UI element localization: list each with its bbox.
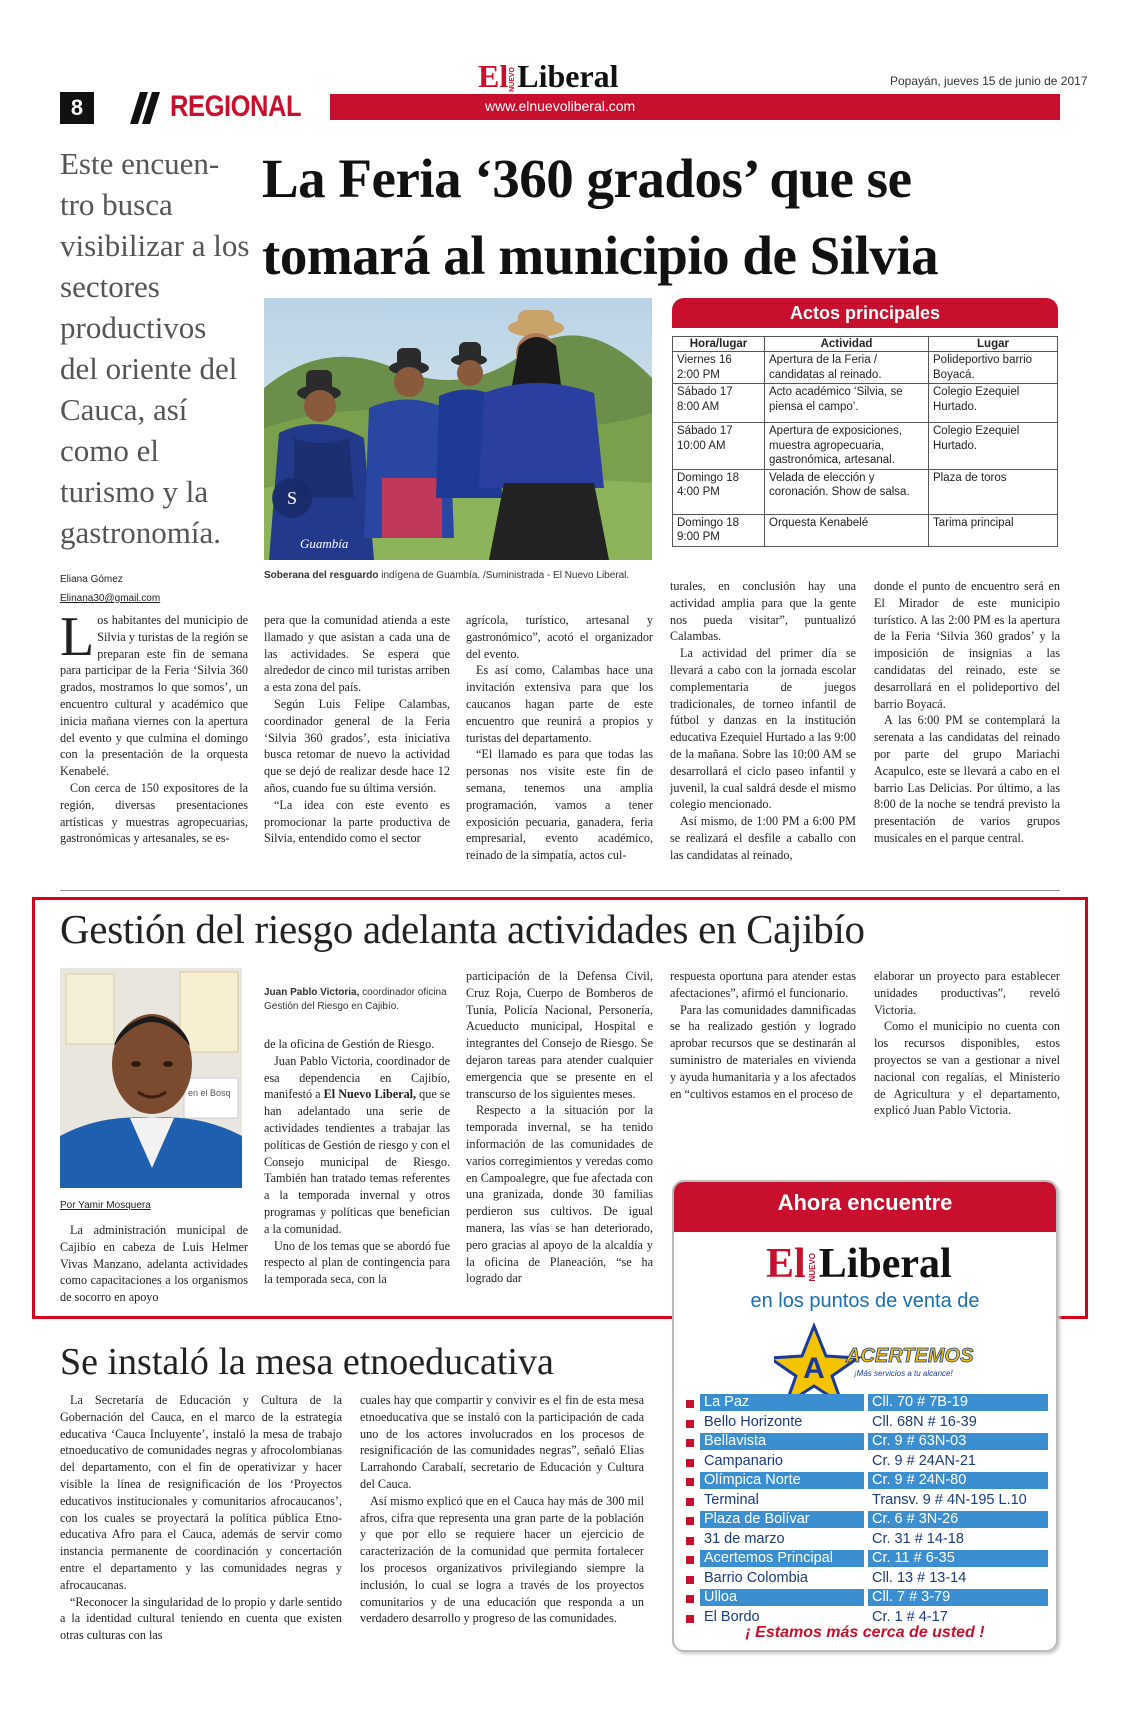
section-title: REGIONAL [170, 90, 302, 123]
bullet-icon [686, 1615, 694, 1623]
table-cell: Orquesta Kenabelé [765, 514, 929, 546]
cajibio-headline: Gestión del riesgo adelanta actividades en Cajibío [60, 906, 865, 952]
lead-column-4 [670, 578, 856, 864]
location-row [684, 1531, 1046, 1551]
lead-email[interactable]: Elinana30@gmail.com [60, 593, 161, 604]
paragraph: Según Luis Felipe Calambas, coordinador general de la Feria ‘Silvia 360 grados’, esta iniciativa busca retomar de nuevo la actividad que se dejó de realizar desde hace 12 años, cuando fue su última versión. [264, 696, 450, 795]
location-address: Cr. 6 # 3N-26 [868, 1511, 1048, 1528]
lead-photo [264, 298, 652, 560]
guambia-women-image [264, 298, 652, 560]
paragraph [264, 1053, 450, 1238]
bullet-icon [686, 1556, 694, 1564]
location-place: Terminal [704, 1491, 759, 1508]
table-cell: Plaza de toros [929, 469, 1058, 514]
svg-text:¡Más servicios a tu alcance!: ¡Más servicios a tu alcance! [854, 1369, 953, 1378]
table-cell: Colegio Ezequiel Hurtado. [929, 423, 1058, 470]
table-cell: Tarima principal [929, 514, 1058, 546]
location-place: Bellavista [700, 1433, 864, 1450]
table-cell: Apertura de la Feria / candidatas al reinado. [765, 352, 929, 384]
logo-el: El [766, 1241, 806, 1287]
bullet-icon [686, 1498, 694, 1506]
paragraph: cuales hay que compartir y convivir es el fin de esta mesa etnoeducativa que se instaló con la participación de cada uno de los actores involucrados en los procesos de resignificación de las comunidades negras”, señaló Elias Larrahondo Carabalí, secretario de Educación y Cultura del Cauca. [360, 1393, 644, 1491]
location-address: Cr. 9 # 24N-80 [868, 1472, 1048, 1489]
actos-title: Actos principales [672, 298, 1058, 328]
bullet-icon [686, 1537, 694, 1545]
juan-pablo-victoria-image [60, 968, 242, 1188]
col-header: Actividad [765, 337, 929, 352]
bullet-icon [686, 1439, 694, 1447]
location-place: La Paz [700, 1394, 864, 1411]
svg-text:ACERTEMOS: ACERTEMOS [846, 1345, 974, 1367]
table-header-row [673, 337, 1058, 352]
paragraph: pera que la comunidad atienda a este llamado y que asistan a cada una de las actividades. Se espera que alrededor de cinco mil turistas arriben a esta zona del país. [264, 613, 450, 695]
location-address: Cr. 1 # 4-17 [872, 1608, 948, 1625]
location-place: 31 de marzo [704, 1530, 785, 1547]
table-row [673, 423, 1058, 470]
location-place: Olímpica Norte [700, 1472, 864, 1489]
cajibio-column-1 [60, 1222, 248, 1306]
location-address: Cll. 68N # 16-39 [872, 1413, 977, 1430]
logo-liberal: Liberal [517, 58, 619, 94]
table-row [673, 469, 1058, 514]
photo-watermark: Guambía [300, 536, 349, 551]
table-cell: Sábado 17 10:00 AM [673, 423, 765, 470]
page-number: 8 [60, 92, 94, 124]
logo-nuevo: NUEVO [807, 1253, 817, 1282]
cajibio-column-3 [466, 968, 653, 1287]
table-cell: Domingo 18 9:00 PM [673, 514, 765, 546]
table-cell: Polideportivo barrio Boyacá. [929, 352, 1058, 384]
paragraph: respuesta oportuna para atender estas afectaciones”, afirmó el funcionario. [670, 969, 856, 1000]
table-row [673, 384, 1058, 423]
paragraph: participación de la Defensa Civil, Cruz Roja, Cuerpo de Bomberos de Tunía, Policía Nacional, Personería, Acueducto municipal, Hospital e integrantes del Consejo de Riesgo. Se dejaron tareas para atender cualquier emergencia que se presente en el transcurso de los siguientes meses. [466, 969, 653, 1101]
location-place: El Bordo [704, 1608, 760, 1625]
cajibio-photo [60, 968, 242, 1188]
bullet-icon [686, 1595, 694, 1603]
lead-column-2 [264, 612, 450, 847]
lead-photo-caption [264, 570, 654, 581]
bullet-icon [686, 1459, 694, 1467]
cajibio-column-4 [670, 968, 856, 1102]
text-run: Juan Pablo Victoria, coordinador de esa dependencia en Cajibío, manifestó a [264, 1053, 450, 1102]
table-cell: Apertura de exposiciones, muestra agropecuaria, gastronómica, artesanal. [765, 423, 929, 470]
table-row [673, 352, 1058, 384]
paragraph: “El llamado es para que todas las personas nos visite este fin de semana, tenemos una amplia programación, vamos a tener exposición pecuaria, ganadera, feria empresarial, evento académico, reinado de la simpatía, actos cul- [466, 747, 653, 863]
paragraph: “La idea con este evento es promocionar la parte productiva de Silvia, entendido como el sector [264, 797, 450, 846]
mesa-column-2 [360, 1392, 644, 1627]
location-address: Cll. 70 # 7B-19 [868, 1394, 1048, 1411]
paragraph: La Secretaría de Educación y Cultura de la Gobernación del Cauca, en el marco de la estrategia educativa ‘Cauca Incluyente’, instaló la mesa de trabajo etnoeducativo de comunidades negras y afrocolombianas del departamento, con el fin de operativizar y hacer visible la línea de resignificación de los ‘Proyectos educativos institucionales y comunitarios afrocaucanos’, con los cuales se proyectará la política pública Etno-educativa Afro para el Cauca, además de servir como instancia permanente de coordinación y concertación entre el departamento y las comunidades negras y afrocaucanas. [60, 1393, 342, 1592]
table-cell: Domingo 18 4:00 PM [673, 469, 765, 514]
paragraph: Respecto a la situación por la temporada invernal, se ha tenido información de las comunidades de varios corregimientos y veredas como en Campoalegre, que fue afectada con una granizada, donde 30 familias perdieron sus cultivos. De igual manera, las vías se han deteriorado, pero gracias al apoyo de la alcaldía y la oficina de Planeación, “se ha logrado dar [466, 1103, 653, 1286]
ad-footer: ¡ Estamos más cerca de usted ! [745, 1624, 985, 1641]
text-run: que se han adelantado una serie de actividades tendientes a trabajar las políticas de Gestión de riesgo y con el Consejo municipal de Riesgo. También han tratado temas referentes a la temporada invernal y otros programas y políticas que benefician a la comunidad. [264, 1087, 450, 1236]
location-row [684, 1511, 1046, 1531]
cajibio-column-2 [264, 1036, 450, 1288]
table-cell: Acto académico ‘Silvia, se piensa el campo’. [765, 384, 929, 423]
mesa-column-1 [60, 1392, 342, 1644]
location-place: Ulloa [700, 1589, 864, 1606]
location-address: Cr. 9 # 63N-03 [868, 1433, 1048, 1450]
paragraph: Así mismo explicó que en el Cauca hay más de 300 mil afros, cifra que representa una gran parte de la población y que por ello se requiere hacer un ejercicio de caracterización de la comunidad que permita fortalecer los procesos organizativos privilegiando siempre la inclusión, lo cual se logra a través de los proyectos comunitarios y de una educación que responda a un verdadero desarrollo y progreso de las comunidades. [360, 1493, 644, 1626]
svg-text:S: S [286, 488, 298, 508]
paragraph: turales, en conclusión hay una actividad amplia para que la gente nos pueda visitar”, puntualizó Calambas. [670, 579, 856, 644]
location-address: Cr. 9 # 24AN-21 [872, 1452, 976, 1469]
location-row [684, 1394, 1046, 1414]
col-header: Hora/lugar [673, 337, 765, 352]
location-place: Plaza de Bolívar [700, 1511, 864, 1528]
acertemos-ad[interactable] [672, 1180, 1058, 1652]
caption-text: coordinador oficina Gestión del Riesgo en Cajibío. [264, 987, 447, 1012]
newspaper-name: El Nuevo Liberal, [323, 1087, 417, 1102]
paragraph: agrícola, turístico, artesanal y gastronómico”, acotó el organizador del evento. [466, 613, 653, 661]
mesa-headline: Se instaló la mesa etnoeducativa [60, 1341, 554, 1383]
location-address: Transv. 9 # 4N-195 L.10 [872, 1491, 1027, 1508]
paragraph: “Reconocer la singularidad de lo propio y darle sentido a la identidad cultural teniendo en cuenta que existen otras culturas con las [60, 1594, 342, 1643]
location-row [684, 1570, 1046, 1590]
paragraph: Como el municipio no cuenta con los recursos disponibles, estos proyectos se van a gestionar a nivel nacional con regalías, el Ministerio de Agricultura y el departamento, explicó Juan Pablo Victoria. [874, 1019, 1060, 1118]
header-red-bar [330, 94, 1060, 120]
location-address: Cll. 13 # 13-14 [872, 1569, 967, 1586]
actos-table [672, 336, 1058, 547]
section-slashes-icon [120, 92, 160, 124]
location-row [684, 1433, 1046, 1453]
location-address: Cll. 7 # 3-79 [868, 1589, 1048, 1606]
cajibio-column-5 [874, 968, 1060, 1119]
paragraph: elaborar un proyecto para establecer unidades productivas”, reveló Victoria. [874, 969, 1060, 1017]
paragraph: La actividad del primer día se llevará a cabo con la jornada escolar complementaria de juegos tradicionales, de torneo infantil de fútbol y danzas en la institución educativa Ezequiel Hurtado a las 9:00 de la mañana. Sobre las 10:00 AM se desarrollará el ciclo paseo infantil y juvenil, la cual saldrá desde el mismo colegio mencionado. [670, 646, 856, 812]
bullet-icon [686, 1478, 694, 1486]
location-row [684, 1492, 1046, 1512]
location-address: Cr. 11 # 6-35 [868, 1550, 1048, 1567]
cajibio-photo-caption [264, 986, 454, 1014]
logo-nuevo: NUEVO [509, 67, 517, 93]
paragraph: Con cerca de 150 expositores de la región, diversas presentaciones artísticas y muestras agropecuarias, gastronómicas y artesanales, se es- [60, 780, 248, 846]
svg-text:A: A [803, 1352, 825, 1385]
location-row [684, 1472, 1046, 1492]
paragraph: Es así como, Calambas hace una invitación extensiva para que los caucanos hagan parte de este encuentro que reunirá a propios y turistas del departamento. [466, 663, 653, 745]
col-header: Lugar [929, 337, 1058, 352]
bullet-icon [686, 1517, 694, 1525]
photo-sign: en el Bosq [188, 1088, 231, 1098]
masthead-logo [478, 58, 619, 95]
location-address: Cr. 31 # 14-18 [872, 1530, 964, 1547]
acertemos-logo-icon [774, 1316, 974, 1406]
caption-bold: Soberana del resguardo [264, 570, 379, 581]
location-place: Acertemos Principal [700, 1550, 864, 1567]
table-cell: Sábado 17 8:00 AM [673, 384, 765, 423]
drop-cap: L [60, 606, 95, 668]
location-place: Barrio Colombia [704, 1569, 808, 1586]
location-place: Campanario [704, 1452, 783, 1469]
logo-el: El [478, 58, 509, 94]
location-list [684, 1394, 1046, 1628]
location-row [684, 1550, 1046, 1570]
table-cell: Velada de elección y coronación. Show de salsa. [765, 469, 929, 514]
paragraph: La administración municipal de Cajibío en cabeza de Luis Helmer Vivas Manzano, adelanta actividades como capacitaciones a los organismos de socorro en apoyo [60, 1223, 248, 1305]
cajibio-author: Por Yamir Mosquera [60, 1200, 151, 1211]
paragraph: donde el punto de encuentro será en El Mirador de este municipio turístico. A las 2:00 PM es la apertura de la Feria ‘Silvia 360 grados’ y la imposición de insignias a las candidatas del reinado, este se desarrollará en el polideportivo del barrio Boyacá. [874, 579, 1060, 711]
pull-quote: Este encuen-tro busca visibilizar a los sectores productivos del oriente del Cauca, así como el turismo y la gastronomía. [60, 146, 250, 550]
bullet-icon [686, 1420, 694, 1428]
table-row [673, 514, 1058, 546]
location-row [684, 1414, 1046, 1434]
caption-text: indígena de Guambía. /Suministrada - El Nuevo Liberal. [378, 570, 630, 581]
ad-subheading: en los puntos de venta de [750, 1290, 980, 1312]
paragraph: A las 6:00 PM se contemplará la serenata a las candidatas del reinado por parte del grupo Mariachi Acapulco, este se llevará a cabo en el barrio Las Delicias. Por último, a las 8:00 de la noche se tendrá previsto la presentación de varios grupos musicales en el parque central. [874, 713, 1060, 845]
lead-column-3 [466, 612, 653, 864]
paragraph: Para las comunidades damnificadas se ha realizado gestión y logrado aprobar recursos que se destinarán al suministro de materiales en vivienda y ayuda humanitaria y a los afectados en “cultivos estamos en el proceso de [670, 1002, 856, 1101]
paragraph: Uno de los temas que se abordó fue respecto al plan de contingencia para la temporada seca, con la [264, 1238, 450, 1287]
lead-headline: La Feria ‘360 grados’ que se tomará al municipio de Silvia [262, 148, 939, 286]
table-cell: Colegio Ezequiel Hurtado. [929, 384, 1058, 423]
ad-logo [766, 1240, 952, 1288]
logo-liberal: Liberal [818, 1241, 952, 1287]
lead-column-1 [60, 606, 248, 847]
location-row [684, 1589, 1046, 1609]
issue-date: Popayán, jueves 15 de junio de 2017 [890, 74, 1088, 88]
paragraph: os habitantes del municipio de Silvia y turistas de la región se preparan este fin de semana para participar de la Feria ‘Silvia 360 grados, mostramos lo que somos’, un encuentro cultural y académico que inicia mañana viernes con la apertura del evento y que culmina el domingo con la presentación de la orquesta Kenabelé. [60, 613, 248, 779]
lead-column-5 [874, 578, 1060, 847]
table-cell: Viernes 16 2:00 PM [673, 352, 765, 384]
caption-bold: Juan Pablo Victoria, [264, 987, 360, 998]
bullet-icon [686, 1576, 694, 1584]
location-row [684, 1453, 1046, 1473]
ad-heading: Ahora encuentre [674, 1182, 1056, 1232]
paragraph: Así mismo, de 1:00 PM a 6:00 PM se realizará el desfile a caballo con las candidatas al reinado, [670, 814, 856, 862]
lead-author: Eliana Gómez [60, 574, 123, 585]
section-divider [60, 890, 1060, 891]
bullet-icon [686, 1400, 694, 1408]
location-place: Bello Horizonte [704, 1413, 803, 1430]
website-url[interactable]: www.elnuevoliberal.com [485, 98, 636, 114]
paragraph: de la oficina de Gestión de Riesgo. [264, 1037, 435, 1051]
